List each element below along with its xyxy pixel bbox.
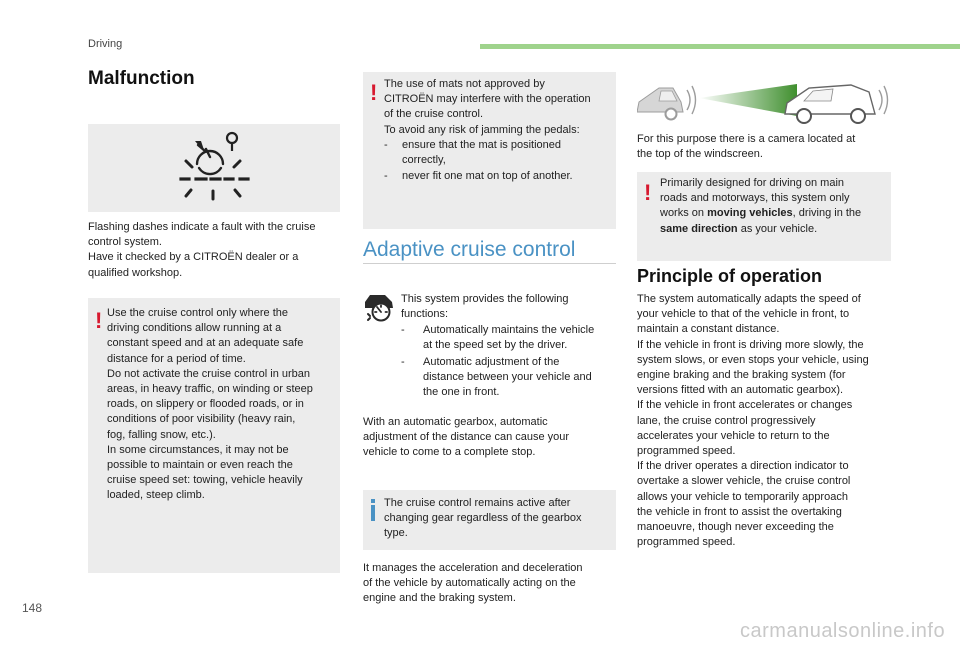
manage-text: It manages the acceleration and deceleration of the vehicle by automatically acting on the engine and the braking system. <box>363 562 583 605</box>
info-note-text: The cruise control remains active after changing gear regardless of the gearbox type. <box>384 497 582 540</box>
bullet-dash: - <box>401 324 405 336</box>
fault-description: Flashing dashes indicate a fault with the cruise control system. Have it checked by a CITROËN dealer or a qualified workshop. <box>88 221 316 279</box>
design-warning-text: Primarily designed for driving on main roads and motorways, this system only works on moving vehicles, driving in the same direction as your vehicle. <box>660 177 862 235</box>
function-item-2: Automatic adjustment of the distance between your vehicle and the one in front. <box>423 356 592 399</box>
adaptive-cruise-illustration <box>637 76 891 128</box>
info-note-box <box>363 490 616 550</box>
mats-warning-box <box>363 72 616 229</box>
cruise-warning-box <box>88 298 340 573</box>
heading-divider <box>363 263 616 264</box>
section-label: Driving <box>88 38 123 50</box>
cruise-warning-text: Use the cruise control only where the driving conditions allow running at a constant speed and at an adequate safe distance for a period of time. Do not activate the cruise control in urban areas, in heavy traffic, on winding or steep roads, on slippery or flooded roads, or in conditions of poor visibility (heavy rain, fog, falling snow, etc.). In some circumstances, it may not be possible to maintain or even reach the cruise speed set: towing, vehicle heavily loaded, steep climb. <box>107 307 313 502</box>
warning-icon: ! <box>644 180 652 205</box>
bullet-dash: - <box>384 139 388 151</box>
functions-intro: This system provides the following functions: <box>401 293 569 321</box>
bullet-dash: - <box>384 170 388 182</box>
mats-bullet-1: ensure that the mat is positioned correctly, <box>402 139 561 167</box>
function-item-1: Automatically maintains the vehicle at the speed set by the driver. <box>423 324 595 352</box>
cruise-control-fault-icon <box>88 124 340 212</box>
warning-icon: ! <box>95 308 103 333</box>
watermark: carmanualsonline.info <box>740 620 946 642</box>
page-number: 148 <box>22 601 43 615</box>
fault-icon-panel <box>88 124 340 212</box>
principle-text: The system automatically adapts the speed of your vehicle to that of the vehicle in front, to maintain a constant distance. If the vehicle in front is driving more slowly, the system slows, or even stops your vehicle, using engine braking and the braking system (for versions fitted with an automatic gearbox). If the vehicle in front accelerates or changes lane, the cruise control progressively accelerates your vehicle to return to the programmed speed. If the driver operates a direction indicator to overtake a slower vehicle, the cruise control allows your vehicle to temporarily approach the vehicle in front to assist the overtaking manoeuvre, though never exceeding the programmed speed. <box>637 293 869 549</box>
malfunction-heading: Malfunction <box>88 68 195 89</box>
info-icon <box>371 499 375 521</box>
camera-text: For this purpose there is a camera located at the top of the windscreen. <box>637 133 856 161</box>
mats-warning-intro: The use of mats not approved by CITROËN may interfere with the operation of the cruise control. To avoid any risk of jamming the pedals: <box>384 78 591 136</box>
principle-heading: Principle of operation <box>637 266 823 286</box>
mats-bullet-2: never fit one mat on top of another. <box>402 170 573 182</box>
gearbox-text: With an automatic gearbox, automatic adjustment of the distance can cause your vehicle to come to a complete stop. <box>363 416 570 459</box>
adaptive-cruise-heading: Adaptive cruise control <box>363 238 576 261</box>
bullet-dash: - <box>401 356 405 368</box>
design-warning-box <box>637 172 891 261</box>
warning-icon: ! <box>370 80 378 105</box>
section-accent-bar <box>480 44 960 49</box>
adaptive-cruise-icon <box>363 290 395 322</box>
